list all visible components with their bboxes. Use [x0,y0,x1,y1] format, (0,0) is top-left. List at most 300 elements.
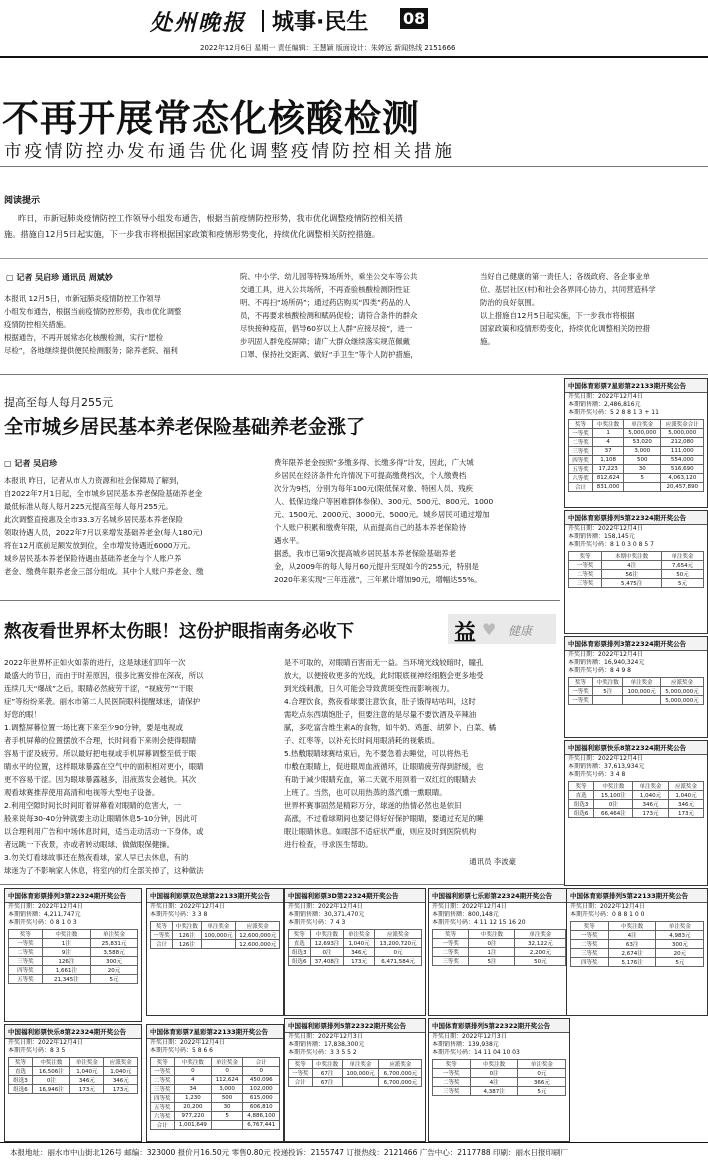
text-line: 子、红枣等，以补充长时间用眼消耗的视紫质。 [284,736,440,745]
text-line: 遇水平。 [274,536,304,545]
table-cell: 3,588元 [90,948,138,957]
table-cell: 173元 [70,1085,104,1094]
table-cell: 中奖注数 [43,930,91,939]
lottery-box-line: 本期开奖号码：3 3 8 [150,911,208,918]
text-line: 最盛大的节日，而由于时差原因，很多比赛安排在深夜，所以 [4,671,204,680]
table-cell: 单注奖金 [515,930,566,939]
lottery-box-line: 本期开奖号码：8 4 9 8 [568,667,631,674]
table-cell: 126注 [173,940,201,949]
table-row [432,1087,565,1096]
lottery-box-line: 本期销售额：139,938元 [432,1041,499,1048]
table-row [288,1078,421,1087]
table-cell: 173元 [633,809,668,818]
heart-icon: ♥ [482,620,497,639]
main-col3 [480,270,706,348]
table-cell: 0 [211,1067,242,1076]
table-cell: 4 [174,1076,211,1085]
table-cell [211,1121,242,1130]
section-rule [0,374,708,375]
table-cell: 单注奖金 [201,922,236,931]
table-row [568,429,703,438]
table-cell: 6,767,441 [243,1121,280,1130]
table-cell [342,1078,379,1087]
text-line: 防治的良好氛围。 [480,298,540,307]
lottery-box [284,888,426,1016]
table-cell: 中奖注数 [174,1058,211,1067]
pension-byline [4,458,57,469]
table-cell: 0注 [310,948,344,957]
lottery-box-line: 开奖日期：2022年12月4日 [150,903,225,910]
table-cell: 4注 [608,931,656,940]
table-row [288,939,421,948]
lottery-box-title: 中国福利彩票快乐8第22324期开奖公告 [5,1025,141,1039]
table-cell: 五等奖 [8,975,42,984]
table-row [432,930,565,939]
table-cell: 1,040元 [633,791,668,800]
table-cell: 四等奖 [568,456,592,465]
eyes-reporter: 通讯员 李波豪 [469,857,516,866]
text-line: 元、1500元、2000元、3000元、5000元。城乡居民可通过增加 [274,510,490,519]
text-line: 小组发布通告，根据当前疫情防控形势，我市优化调整 [4,307,182,316]
table-cell: 奖等 [432,930,469,939]
text-line: 位、基层社区(村)和社会各界同心协力，共同营造科学 [480,285,656,294]
table-row [570,940,703,949]
lottery-box-line: 本期销售额：37,613,934元 [568,763,645,770]
table-cell: 12,693注 [310,939,344,948]
table-cell: 合计 [288,1078,312,1087]
table-cell: 1,040元 [668,791,703,800]
table-row [288,957,421,966]
lottery-box-line: 本期开奖号码：8 3 5 [8,1047,66,1054]
section-rule [0,600,560,601]
lottery-box-line: 本期开奖号码：14 11 04 10 03 [432,1049,520,1056]
table-cell: 奖等 [568,552,602,561]
lottery-box-title: 中国福利彩票排列5第22322期开奖公告 [285,1019,425,1033]
lottery-table [432,929,566,966]
table-cell: 应派奖金 [668,782,703,791]
table-cell: 中奖注数 [470,1060,518,1069]
table-row [570,958,703,967]
table-cell: 977,220 [174,1112,211,1121]
table-cell: 500 [211,1094,242,1103]
lottery-box-title: 中国体育彩票排列5第22324期开奖公告 [565,511,707,525]
pension-kicker: 提高至每人每月255元 [4,396,113,409]
lottery-box [146,1024,284,1142]
table-cell: 4注 [602,561,661,570]
table-cell: 67注 [312,1078,342,1087]
lead-text [4,210,512,242]
text-line: 巾敷在眼睛上，促进眼周血液循环，让眼睛疲劳得到舒缓，也 [284,762,484,771]
lottery-box-line: 本期开奖号码：7 4 3 [288,919,346,926]
table-cell: 二等奖 [568,570,602,579]
table-row [568,579,703,588]
table-cell: 直选 [288,939,310,948]
table-cell: 一等奖 [568,429,592,438]
table-cell: 直选 [568,791,594,800]
text-line: 高涨，不过看球期间也要记得好好保护眼睛，要通过充足的睡 [284,814,484,823]
lottery-box-line: 开奖日期：2022年12月3日 [288,1033,363,1040]
lottery-box-line: 本期开奖号码：0 8 1 0 3 [8,919,77,926]
table-cell: 0 [174,1067,211,1076]
table-row [568,447,703,456]
table-cell: 单注奖金 [518,1060,566,1069]
lottery-box [4,1024,142,1142]
table-cell: 三等奖 [8,957,42,966]
table-row [432,1060,565,1069]
lottery-box-line: 本期开奖号码：0 8 8 1 0 0 [570,911,645,918]
lottery-box-line: 本期销售额：2,486,816元 [568,401,641,408]
table-cell: 奖等 [568,782,594,791]
table-cell: 单注奖金 [633,782,668,791]
text-line: 口罩、保持社交距离、做好“手卫生”等个人防护措施， [240,350,418,359]
table-row [568,465,703,474]
table-cell: 奖等 [568,420,592,429]
table-row [8,1058,138,1067]
eyes-col1 [4,656,276,877]
table-cell: 346元 [70,1076,104,1085]
lottery-table [8,929,139,984]
table-cell: 0元 [374,948,421,957]
table-cell: 66,464注 [594,809,633,818]
table-cell: 单注奖金 [656,922,704,931]
pension-col1 [4,474,266,578]
text-line: 是不可取的，对眼睛百害而无一益。当环境光线较暗时，瞳孔 [284,658,484,667]
table-cell: 一等奖 [432,939,469,948]
table-cell: 组选6 [288,957,310,966]
table-cell: 6,700,000元 [379,1069,422,1078]
text-line: 者远眺一下夜景，亦或者转动眼球、做做眼保健操。 [4,840,174,849]
table-cell: 三等奖 [432,1087,470,1096]
text-line: 员，不再要求核酸检测和赋码促检；请符合条件的群众 [240,311,418,320]
table-cell: 112,624 [211,1076,242,1085]
table-cell: 5元 [90,975,138,984]
table-row [150,1112,280,1121]
lottery-table [568,677,704,705]
main-col2 [240,270,468,361]
table-row [570,949,703,958]
table-cell: 1注 [469,948,515,957]
table-cell: 中奖注数 [593,678,623,687]
lottery-table [568,419,704,492]
lottery-table [288,929,422,966]
table-cell: 三等奖 [432,957,469,966]
table-cell: 奖等 [288,1060,312,1069]
table-cell: 中奖注数 [33,1058,70,1067]
table-row [150,931,280,940]
pension-headline: 全市城乡居民基本养老保险基础养老金涨了 [4,416,366,438]
text-line: 国家政策和疫情形势变化，持续优化调整相关防控措 [480,324,650,333]
table-cell: 中奖注数 [594,782,633,791]
table-row [568,474,703,483]
table-cell: 126注 [43,957,91,966]
table-row [150,1085,280,1094]
lottery-box-line: 本期开奖号码：3 3 5 5 2 [288,1049,357,1056]
text-line: 1.调整屏幕位置一场比赛下来至少90分钟，要是电视或 [4,723,184,732]
health-column-logo [448,614,556,644]
lottery-box-line: 本期销售额：158,145元 [568,533,635,540]
text-line: 最低标准从每人每月225元提高至每人每月255元。 [4,502,173,511]
table-cell: 二等奖 [150,1076,174,1085]
lottery-table [568,551,704,588]
lottery-box-title: 中国福利彩票双色球第22133期开奖公告 [147,889,283,903]
text-line: 者手机屏幕的位置摆放不合理，长时间看下来则会使得眼睛 [4,736,197,745]
logo-mark: 益 [454,620,477,646]
text-line: 以上措施自12月5日起实施，下一步我市将根据 [480,311,635,320]
lottery-box-line: 开奖日期：2022年12月4日 [568,651,643,658]
masthead-logo: 处州晚报 [150,10,247,36]
text-line: 眠让眼睛休息。如眼部不适症状严重，则应及时到医院机构 [284,827,477,836]
table-cell: 中奖注数 [608,922,656,931]
main-headline: 不再开展常态化核酸检测 [2,97,420,140]
text-line: 费年限养老金按照“多缴多得、长缴多得”计发，因此，广大城 [274,458,474,467]
table-cell: 二等奖 [570,940,608,949]
table-cell: 二等奖 [568,438,592,447]
table-row [288,1069,421,1078]
lottery-box [564,378,708,508]
text-line: 好您的眼！ [4,710,41,719]
table-cell: 366元 [518,1078,566,1087]
text-line: 容易干涩及疲劳。所以最好把电视或手机屏幕调整至低于眼 [4,749,197,758]
table-cell: 32,122元 [515,939,566,948]
table-cell: 4,886,100 [243,1112,280,1121]
table-cell: 0注 [470,1069,518,1078]
lottery-box-line: 本期销售额：4,211,747元 [8,911,81,918]
table-cell: 一等奖 [150,1067,174,1076]
table-cell: 34 [174,1085,211,1094]
table-cell: 111,000 [661,447,704,456]
main-col1 [4,292,230,357]
table-cell: 0注 [33,1076,70,1085]
table-cell: 63注 [608,940,656,949]
page-number: 08 [400,8,428,29]
text-line: 当好自己健康的第一责任人；各级政府、各企事业单 [480,272,650,281]
table-cell: 4注 [470,1078,518,1087]
text-line: 有助于减少眼睛充血，第二天就不用顶着一双红红的眼睛去 [284,775,477,784]
lottery-box-title: 中国福利彩票七乐彩第22324期开奖公告 [429,889,569,903]
table-row [570,922,703,931]
lottery-box-line: 开奖日期：2022年12月4日 [568,755,643,762]
table-cell: 173元 [104,1085,138,1094]
table-row [432,948,565,957]
table-cell: 应派奖金合计 [661,420,704,429]
table-row [150,1076,280,1085]
lottery-box [146,888,284,1016]
text-line: 尽检”，各地继续提供便民检测服务；除养老院、福利 [4,346,178,355]
table-cell: 5注 [469,957,515,966]
masthead-rule [0,56,708,58]
table-cell: 合计 [150,940,173,949]
text-line: 观看球赛推荐使用高清和电视等大型电子设备。 [4,788,160,797]
text-line: 放大，以便接收更多的光线，此时眼底视神经细胞会更多地受 [284,671,484,680]
table-cell: 67注 [312,1069,342,1078]
table-row [150,922,280,931]
table-cell: 一等奖 [288,1069,312,1078]
text-line: 此次调整直接惠及全市33.3万名城乡居民基本养老保险 [4,515,184,524]
table-cell: 6,700,000元 [379,1078,422,1087]
table-cell: 53,020 [624,438,661,447]
table-cell: 20元 [90,966,138,975]
table-row [150,1121,280,1130]
table-cell: 奖等 [288,930,310,939]
lead-label: 阅读提示 [4,196,41,206]
table-cell: 1,108 [593,456,624,465]
text-line: 进行检查，寻求医生帮助。 [284,840,373,849]
table-cell: 中奖注数 [593,420,624,429]
text-line: 乡居民在经济条件允许情况下可提高缴费档次，个人缴费档 [274,471,467,480]
lottery-box-line: 本期销售额：16,940,324元 [568,659,645,666]
lottery-box-line: 开奖日期：2022年12月4日 [432,903,507,910]
table-cell: 0元 [518,1069,566,1078]
table-cell: 5,000,000元 [660,687,703,696]
table-cell: 346元 [104,1076,138,1085]
text-line: 人、低保边缘户等困难群体参保)、300元、500元、800元、1000 [274,497,494,506]
lottery-box [284,1018,426,1142]
lottery-box [566,888,708,1016]
table-row [432,1069,565,1078]
byline-text: 记者 吴启珍 通讯员 周斌妙 [16,273,113,282]
table-cell: 组选3 [8,1076,32,1085]
table-cell: 7,654元 [661,561,703,570]
text-line: 交通工具，进入公共场所，不再查验核酸检测阴性证 [240,285,410,294]
table-row [150,940,280,949]
table-row [8,957,138,966]
lottery-box-line: 本期开奖号码：8 1 0 3 0 8 5 7 [568,541,654,548]
table-cell: 173元 [668,809,703,818]
table-row [568,782,703,791]
table-cell: 组选6 [568,809,594,818]
table-cell: 应派奖金 [374,930,421,939]
table-row [568,570,703,579]
table-cell: 9注 [43,948,91,957]
text-line: 2.利用空隙时间长时间盯着屏幕看对眼睛的危害大，一 [4,801,182,810]
table-cell: 单注奖金 [344,930,374,939]
table-cell: 奖等 [8,930,42,939]
byline-text: 记者 吴启珍 [14,459,58,468]
text-line: 般来说每30-40分钟就要主动让眼睛休息5-10分钟，因此可 [4,814,198,823]
text-line: 老金、缴费年限养老金三部分组成。其中个人账户养老金、缴 [4,567,204,576]
lottery-box-title: 中国体育彩票7星彩第22133期开奖公告 [565,379,707,393]
table-cell: 六等奖 [150,1112,174,1121]
table-cell: 1,040元 [104,1067,138,1076]
lottery-box-line: 本期销售额：17,838,300元 [288,1041,365,1048]
table-cell: 一等奖 [432,1069,470,1078]
text-line: 上班了。当然，也可以用热蒸的蒸汽熏一熏眼睛。 [284,788,447,797]
table-cell: 2,200元 [515,948,566,957]
table-cell: 应派奖金 [379,1060,422,1069]
table-cell: 50元 [515,957,566,966]
footer-rule [0,1142,708,1143]
table-cell: 应派奖金 [236,922,280,931]
table-cell [201,940,236,949]
table-row [150,1094,280,1103]
table-cell: 四等奖 [8,966,42,975]
table-cell: 一等奖 [570,931,608,940]
table-cell: 二等奖 [432,1078,470,1087]
text-line: 步巩固人群免疫屏障；请广大群众继续落实规范佩戴 [240,337,410,346]
table-cell: 一等奖 [568,696,592,705]
table-row [8,975,138,984]
text-line: 世界杯赛事固然是精彩万分，球迷的热情必然也是依旧 [284,801,462,810]
table-row [568,552,703,561]
masthead-divider [262,10,264,32]
table-row [432,957,565,966]
table-cell: 四等奖 [150,1094,174,1103]
lottery-box-line: 开奖日期：2022年12月4日 [568,525,643,532]
table-cell: 单注奖金 [70,1058,104,1067]
table-cell: 450,096 [243,1076,280,1085]
table-cell: 1 [593,429,624,438]
lottery-box-line: 开奖日期：2022年12月3日 [432,1033,507,1040]
lottery-box [564,636,708,738]
lottery-box-line: 开奖日期：2022年12月4日 [568,393,643,400]
table-cell: 4 [593,438,624,447]
table-cell: 合计 [243,1058,280,1067]
table-cell: 三等奖 [150,1085,174,1094]
table-cell: 15,100注 [594,791,633,800]
table-row [568,678,703,687]
masthead-section: 城事·民生 [272,10,369,35]
table-cell: 5注 [593,687,623,696]
table-cell: 606,810 [243,1103,280,1112]
table-cell: 1,001,649 [174,1121,211,1130]
text-line: 需吃点东西填饱肚子，但要注意的是尽量不要饮酒及辛辣油 [284,710,477,719]
text-line: 个人账户积累和缴费年限，从而提高自己的基本养老保险待 [274,523,467,532]
text-line: 本报讯 12月5日，市新冠肺炎疫情防控工作领导 [4,294,161,303]
table-cell: 五等奖 [568,465,592,474]
masthead-meta: 2022年12月6日 星期一 责任编辑：王慧颖 版面设计：朱婷远 新闻热线 2151666 [200,44,456,52]
table-row [8,948,138,957]
lottery-box-title: 中国福利彩票3D第22324期开奖公告 [285,889,425,903]
table-row [8,939,138,948]
table-cell: 应派奖金 [660,678,703,687]
text-line: 3.勿关灯看球故事还在熬夜看球，家人早已去休息，有的 [4,853,189,862]
table-cell: 516,690 [661,465,704,474]
table-cell: 812,624 [593,474,624,483]
table-row [568,420,703,429]
table-cell: 5 [624,474,661,483]
lottery-box-line: 开奖日期：2022年12月4日 [288,903,363,910]
table-cell: 三等奖 [570,949,608,958]
table-cell: 5元 [656,958,704,967]
table-cell: 21,345注 [43,975,91,984]
table-cell: 4,063,120 [661,474,704,483]
table-row [8,930,138,939]
table-cell: 中奖注数 [173,922,201,931]
table-cell: 一等奖 [8,939,42,948]
table-cell: 单注奖金 [90,930,138,939]
text-line: 自2022年7月1日起，全市城乡居民基本养老保险基础养老金 [4,489,203,498]
table-cell: 1,661注 [43,966,91,975]
table-cell: 中奖注数 [312,1060,342,1069]
lottery-box-line: 本期开奖号码：3 4 8 [568,771,626,778]
table-cell: 346元 [668,800,703,809]
lottery-box [428,1018,570,1142]
table-cell: 50元 [661,570,703,579]
table-cell: 12,600,000元 [236,940,280,949]
table-row [288,948,421,957]
table-row [568,791,703,800]
eyes-col2 [284,656,556,868]
lottery-table [150,921,281,949]
lottery-box-line: 本期销售额：30,371,470元 [288,911,365,918]
table-cell: 五等奖 [150,1103,174,1112]
table-row [568,696,703,705]
table-cell: 奖等 [8,1058,32,1067]
table-cell: 25,831元 [90,939,138,948]
table-cell: 奖等 [150,1058,174,1067]
lottery-box-line: 本期开奖号码：5 8 6 6 [150,1047,213,1054]
table-cell: 三等奖 [568,447,592,456]
